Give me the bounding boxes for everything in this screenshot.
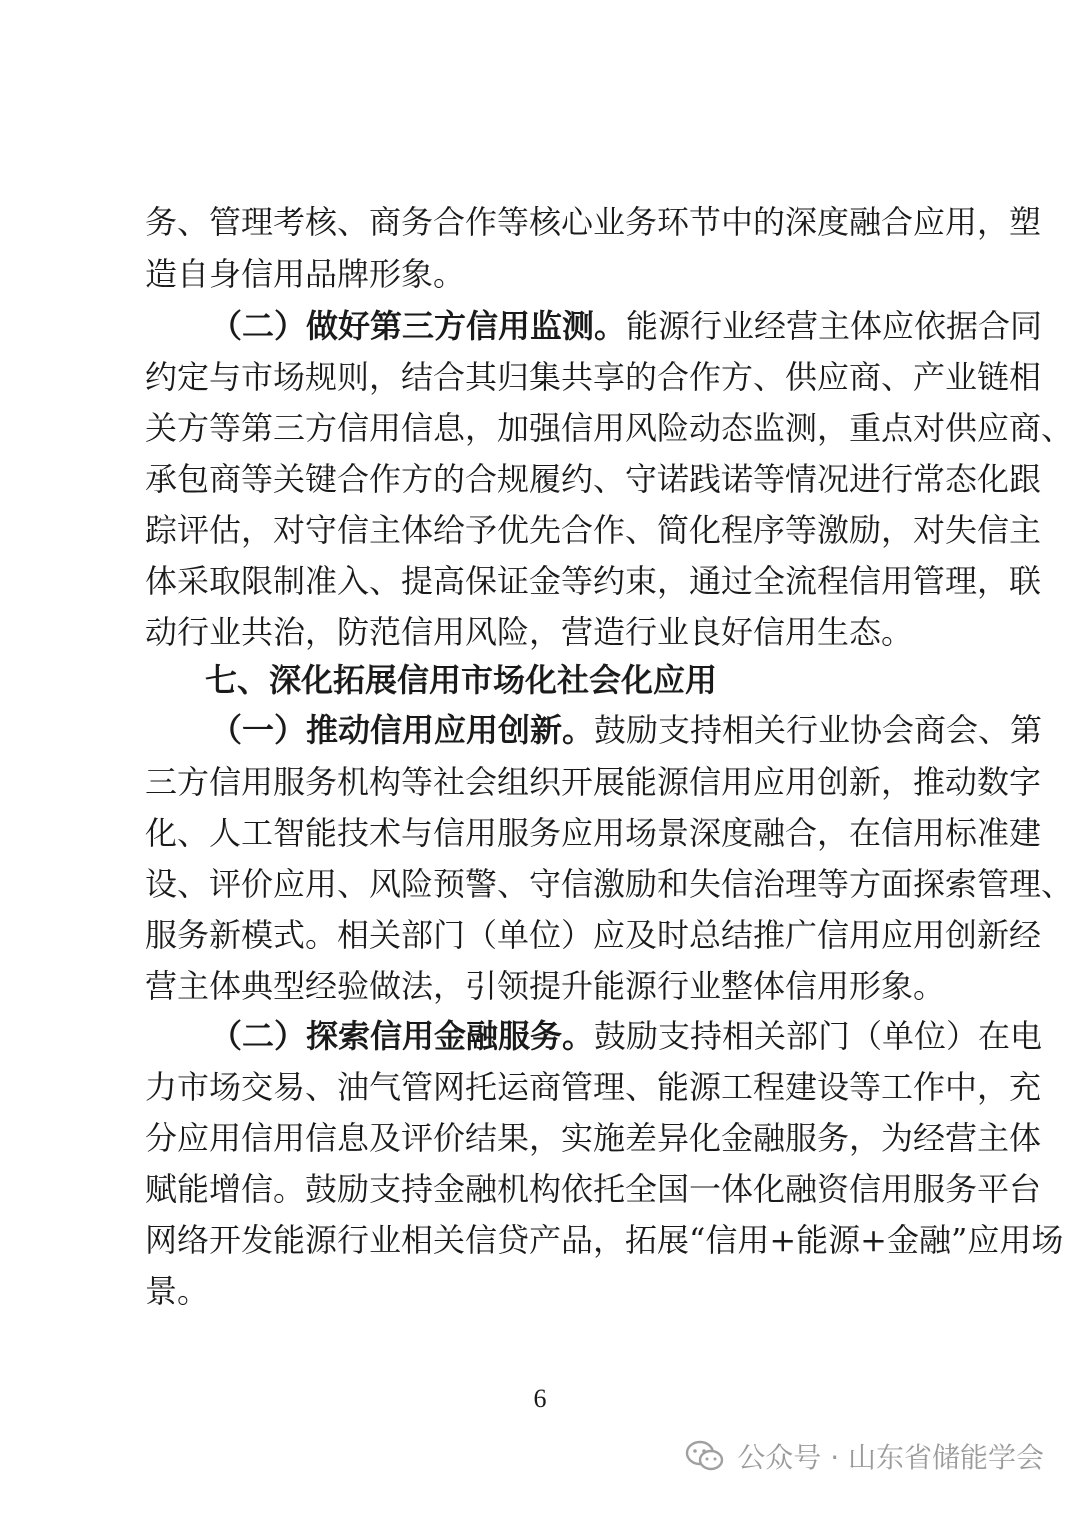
page-number: 6 — [533, 1384, 547, 1413]
watermark — [685, 1436, 1044, 1476]
paragraph-line: 动行业共治，防范信用风险，营造行业良好信用生态。 — [145, 613, 914, 651]
paragraph-line: 化、人工智能技术与信用服务应用场景深度融合，在信用标准建 — [145, 814, 1042, 852]
paragraph-line: 营主体典型经验做法，引领提升能源行业整体信用形象。 — [145, 967, 946, 1005]
paragraph-line: 赋能增信。鼓励支持金融机构依托全国一体化融资信用服务平台 — [145, 1170, 1042, 1208]
paragraph-line: 承包商等关键合作方的合规履约、守诺践诺等情况进行常态化跟 — [145, 460, 1042, 498]
paragraph-line: 关方等第三方信用信息，加强信用风险动态监测，重点对供应商、 — [145, 409, 1074, 447]
paragraph-line: 分应用信用信息及评价结果，实施差异化金融服务，为经营主体 — [145, 1119, 1042, 1157]
subsection-text: 能源行业经营主体应依据合同 — [626, 307, 1043, 345]
subsection-title: （二）探索信用金融服务。 — [210, 1017, 595, 1055]
section-heading: 七、深化拓展信用市场化社会化应用 — [205, 661, 718, 699]
paragraph-line: 设、评价应用、风险预警、守信激励和失信治理等方面探索管理、 — [145, 865, 1074, 903]
subsection-line — [210, 710, 1043, 750]
subsection-text: 鼓励支持相关行业协会商会、第 — [594, 711, 1043, 749]
wechat-icon — [685, 1440, 725, 1472]
paragraph-line: 三方信用服务机构等社会组织开展能源信用应用创新，推动数字 — [145, 763, 1042, 801]
subsection-title: （一）推动信用应用创新。 — [210, 711, 595, 749]
subsection-title: （二）做好第三方信用监测。 — [210, 307, 627, 345]
paragraph-line: 力市场交易、油气管网托运商管理、能源工程建设等工作中，充 — [145, 1068, 1042, 1106]
subsection-text: 鼓励支持相关部门（单位）在电 — [594, 1017, 1043, 1055]
paragraph-line: 服务新模式。相关部门（单位）应及时总结推广信用应用创新经 — [145, 916, 1042, 954]
paragraph-line: 造自身信用品牌形象。 — [145, 255, 466, 293]
paragraph-line: 体采取限制准入、提高保证金等约束，通过全流程信用管理，联 — [145, 562, 1042, 600]
paragraph-line: 务、管理考核、商务合作等核心业务环节中的深度融合应用，塑 — [145, 203, 1042, 241]
watermark-text: 公众号 · 山东省储能学会 — [737, 1441, 1044, 1474]
paragraph-line: 景。 — [145, 1272, 210, 1310]
subsection-line — [210, 1016, 1043, 1056]
subsection-line — [210, 306, 1043, 346]
paragraph-line: 网络开发能源行业相关信贷产品，拓展“信用+能源+金融”应用场 — [145, 1221, 1064, 1259]
paragraph-line: 踪评估，对守信主体给予优先合作、简化程序等激励，对失信主 — [145, 511, 1042, 549]
paragraph-line: 约定与市场规则，结合其归集共享的合作方、供应商、产业链相 — [145, 358, 1042, 396]
